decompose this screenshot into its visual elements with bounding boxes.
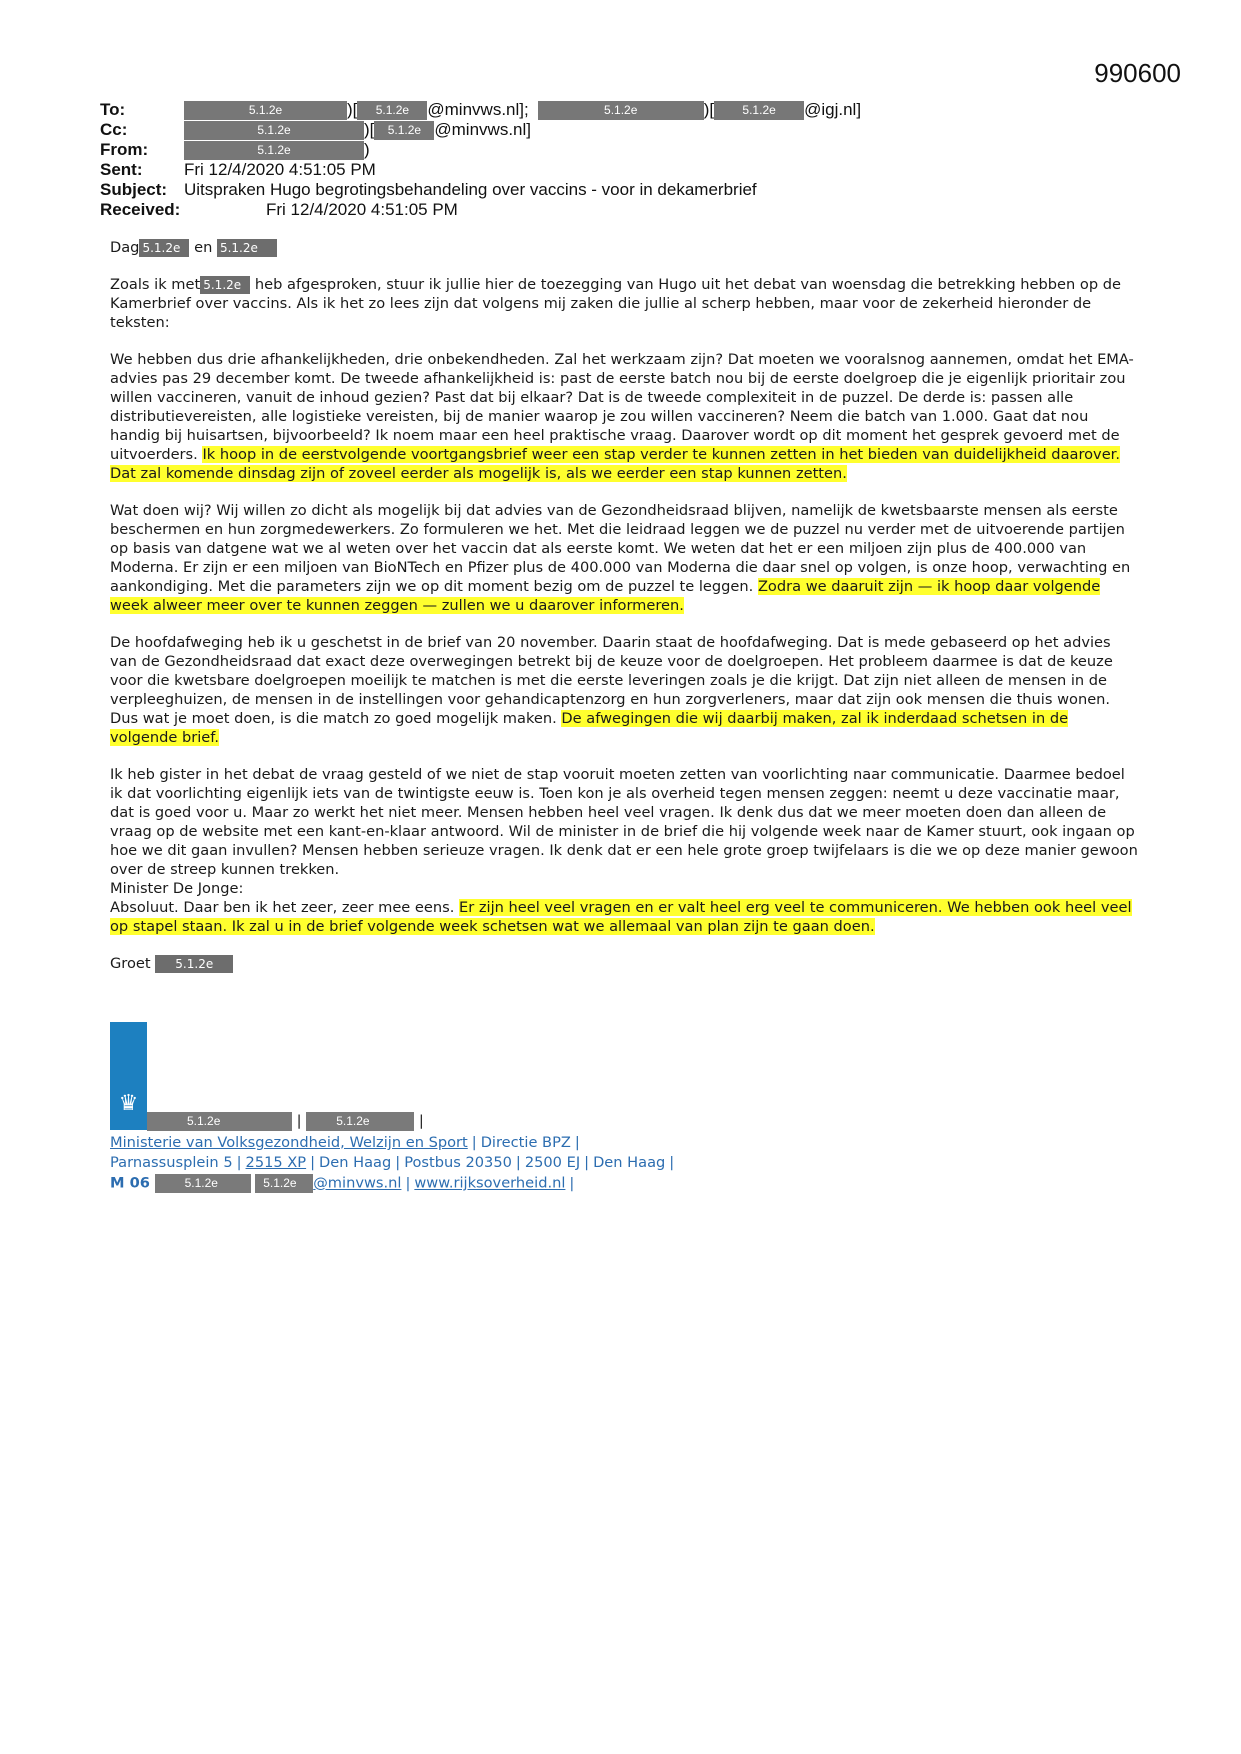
sep-6: |	[515, 1154, 521, 1171]
signature-address-line	[110, 1154, 678, 1171]
paragraph-quote-1	[110, 350, 1140, 483]
to-separator-2: )[	[703, 100, 715, 119]
subject-value: Uitspraken Hugo begrotingsbehandeling over vaccins - voor in dekamerbrief	[184, 180, 757, 199]
sep-4: |	[310, 1154, 316, 1171]
sent-label: Sent:	[100, 160, 143, 179]
signature-pipe-2: |	[418, 1112, 424, 1130]
postcode-2: 2500 EJ	[524, 1154, 581, 1171]
directorate: Directie BPZ	[480, 1134, 571, 1151]
quote-3-highlight: De afwegingen die wij daarbij maken, zal ik inderdaad schetsen in de volgende brief.	[110, 710, 1069, 746]
paragraph-quote-4	[110, 765, 1140, 936]
cc-row	[100, 120, 1180, 140]
to-domain-1: @minvws.nl];	[427, 100, 529, 119]
city-1: Den Haag	[319, 1154, 392, 1171]
to-domain-2: @igj.nl]	[804, 100, 862, 119]
sep-7: |	[584, 1154, 590, 1171]
greeting-text: Dag	[110, 239, 140, 256]
signature-name-row	[147, 1112, 424, 1131]
ministry-link[interactable]: Ministerie van Volksgezondheid, Welzijn en Sport	[110, 1134, 468, 1151]
sep-5: |	[395, 1154, 401, 1171]
redacted-recipient-name-2: 5.1.2e	[538, 101, 704, 120]
quote-4-reply: Absoluut. Daar ben ik het zeer, zeer mee eens.	[110, 899, 455, 916]
redacted-signature-title: 5.1.2e	[306, 1112, 414, 1131]
redacted-name: 5.1.2e	[139, 239, 189, 257]
cc-label: Cc:	[100, 120, 128, 139]
quote-2-text: Wat doen wij? Wij willen zo dicht als mogelijk bij dat advies van de Gezondheidsraad blijven, namelijk de kwetsbaarste mensen als eerste beschermen en hun zorgmedewerkers. Zo formuleren we het. Met die leidraad leggen we de puzzel nu verder met de uitvoerende partijen op basis van datgene wat we al weten over het vaccin dat als eerste komt. We weten dat het er een miljoen zijn plus de 400.000 van Moderna. Er zijn er een miljoen van BioNTech en Pfizer plus de 400.000 van Moderna die daar snel op volgen, is onze hoop, verwachting en aankondiging. Met die parameters zijn we op dit moment bezig om de puzzel te leggen.	[110, 502, 1131, 595]
email-header	[100, 100, 1180, 220]
redacted-recipient-address: 5.1.2e	[357, 101, 427, 120]
received-row	[100, 200, 1180, 220]
signature-pipe: |	[296, 1112, 302, 1130]
intro-text-post: heb afgesproken, stuur ik jullie hier de toezegging van Hugo uit het debat van woensdag die betrekking hebben op de Kamerbrief over vaccins. Als ik het zo lees zijn dat volgens mij zaken die jullie al scherp hebben, maar voor de zekerheid hieronder de teksten:	[110, 276, 1121, 331]
received-label: Received:	[100, 200, 181, 219]
redacted-signature-name: 5.1.2e	[147, 1112, 292, 1131]
sep-9: |	[405, 1174, 411, 1192]
redacted-phone: 5.1.2e	[155, 1174, 251, 1193]
mobile-label: M 06	[110, 1174, 150, 1192]
sep-1: |	[471, 1134, 477, 1151]
paragraph-quote-3	[110, 633, 1140, 747]
sep-3: |	[236, 1154, 242, 1171]
postbus: Postbus 20350	[404, 1154, 512, 1171]
closing	[110, 954, 1140, 973]
street: Parnassusplein 5	[110, 1154, 233, 1171]
intro-text-pre: Zoals ik met	[110, 276, 201, 293]
paragraph-quote-2	[110, 501, 1140, 615]
postcode[interactable]: 2515 XP	[245, 1154, 307, 1171]
redacted-name-2: 5.1.2e	[217, 239, 277, 257]
cc-separator: )[	[364, 120, 375, 139]
quote-2-highlight: Zodra we daaruit zijn — ik hoop daar volgende week alweer meer over te kunnen zeggen — zullen we u daarover informeren.	[110, 578, 1101, 614]
redacted-recipient-address-2: 5.1.2e	[714, 101, 804, 120]
sent-value: Fri 12/4/2020 4:51:05 PM	[184, 160, 376, 179]
signature-ministry-line	[110, 1134, 584, 1151]
greeting	[110, 238, 1140, 257]
email-body	[110, 238, 1140, 991]
paragraph-intro	[110, 275, 1140, 332]
sep-8: |	[669, 1154, 675, 1171]
sep-10: |	[569, 1174, 575, 1192]
subject-label: Subject:	[100, 180, 168, 199]
website-link[interactable]: www.rijksoverheid.nl	[414, 1174, 566, 1192]
quote-3-text: De hoofdafweging heb ik u geschetst in de brief van 20 november. Daarin staat de hoofdafweging. Dat is mede gebaseerd op het advies van de Gezondheidsraad dat exact deze overwegingen betrekt bij de keuze voor de doelgroepen. Het probleem daarmee is dat de keuze voor die kwetsbare doelgroepen moeilijk te matchen is met die eerste leveringen zoals je die krijgt. Dat zijn niet alleen de mensen in de verpleeghuizen, de mensen in de instellingen voor gehandicaptenzorg en hun zorgverleners, maar dat zijn ook mensen die thuis wonen. Dus wat je moet doen, is die match zo goed mogelijk maken.	[110, 634, 1113, 727]
quote-1-highlight: Ik hoop in de eerstvolgende voortgangsbrief weer een stap verder te kunnen zetten in het bieden van duidelijkheid daarover. Dat zal komende dinsdag zijn of zoveel eerder als mogelijk is, als we eerder een stap kunnen zetten.	[110, 446, 1120, 482]
redacted-signer: 5.1.2e	[155, 955, 233, 973]
to-row	[100, 100, 1180, 120]
to-separator-1: )[	[347, 100, 358, 119]
from-label: From:	[100, 140, 149, 159]
redacted-sender: 5.1.2e	[184, 141, 364, 160]
redacted-email-user: 5.1.2e	[255, 1174, 313, 1193]
subject-row	[100, 180, 1180, 200]
redacted-cc-name: 5.1.2e	[184, 121, 364, 140]
quote-4-highlight: Er zijn heel veel vragen en er valt heel erg veel te communiceren. We hebben ook heel veel op stapel staan. Ik zal u in de brief volgende week schetsen wat we allemaal van plan zijn te gaan doen.	[110, 899, 1132, 935]
city-2: Den Haag	[593, 1154, 666, 1171]
document-number: 990600	[1094, 58, 1181, 88]
redacted-cc-address: 5.1.2e	[374, 121, 434, 140]
royal-crest-icon: ♛	[118, 1091, 139, 1116]
cc-domain: @minvws.nl]	[434, 120, 531, 139]
redacted-name-3: 5.1.2e	[200, 276, 250, 294]
closing-text: Groet	[110, 955, 151, 972]
from-close: )	[364, 140, 370, 159]
sent-row	[100, 160, 1180, 180]
greeting-and: en	[194, 239, 213, 256]
email-link[interactable]: @minvws.nl	[313, 1174, 402, 1192]
quote-1-text: We hebben dus drie afhankelijkheden, drie onbekendheden. Zal het werkzaam zijn? Dat moeten we vooralsnog aannemen, omdat het EMA-advies pas 29 december komt. De tweede afhankelijkheid is: past de eerste batch nou bij de eerste doelgroep die je eigenlijk prioritair zou willen vaccineren, vanuit de inhoud gezien? Past dat bij elkaar? Dat is de tweede complexiteit in de puzzel. De derde is: passen alle distributievereisten, alle logistieke vereisten, bij de manier waarop je zou willen vaccineren? Neem die batch van 1.000. Gaat dat nou handig bij huisartsen, bijvoorbeeld? Ik noem maar een heel praktische vraag. Daarover wordt op dit moment het gesprek gevoerd met de uitvoerders.	[110, 351, 1134, 463]
rijksoverheid-logo	[110, 1022, 147, 1130]
quote-4-speaker: Minister De Jonge:	[110, 880, 244, 897]
sep-2: |	[574, 1134, 580, 1151]
signature-contact-line	[110, 1174, 578, 1193]
quote-4-text: Ik heb gister in het debat de vraag gesteld of we niet de stap vooruit moeten zetten van voorlichting naar communicatie. Daarmee bedoel ik dat voorlichting eigenlijk iets van de twintigste eeuw is. Toen kon je als overheid tegen mensen zeggen: neemt u deze vaccinatie maar, dat is goed voor u. Maar zo werkt het niet meer. Mensen hebben heel veel vragen. Ik denk dus dat we meer moeten doen dan alleen de vraag op de website met een kant-en-klaar antwoord. Wil de minister in de brief die hij volgende week naar de Kamer stuurt, ook ingaan op hoe we dit gaan invullen? Mensen hebben serieuze vragen. Ik denk dat er een hele grote groep twijfelaars is die we op deze manier gewoon over de streep kunnen trekken.	[110, 766, 1138, 878]
from-row	[100, 140, 1180, 160]
to-label: To:	[100, 100, 126, 119]
redacted-recipient-name: 5.1.2e	[184, 101, 347, 120]
received-value: Fri 12/4/2020 4:51:05 PM	[266, 200, 458, 219]
